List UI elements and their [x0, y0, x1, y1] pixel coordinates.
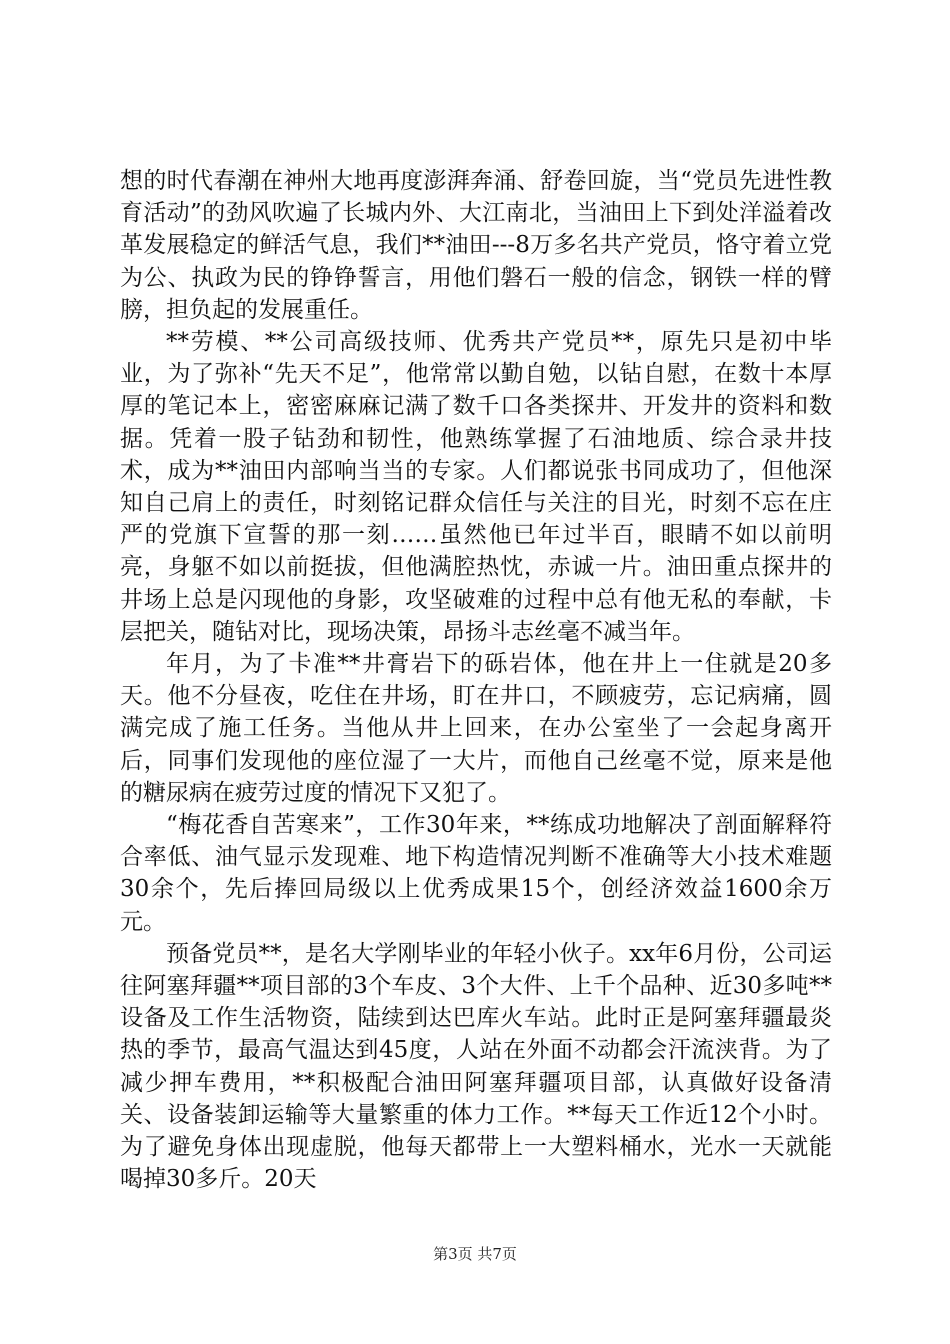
- paragraph-3: 年月，为了卡准**井膏岩下的砾岩体，他在井上一住就是20多天。他不分昼夜，吃住在井场，盯在井口，不顾疲劳，忘记病痛，圆满完成了施工任务。当他从井上回来，在办公室坐了一会起身离开后，同事们发现他的座位湿了一大片，而他自己丝毫不觉，原来是他的糖尿病在疲劳过度的情况下又犯了。: [120, 651, 832, 806]
- paragraph-4: “梅花香自苦寒来”，工作30年来，**练成功地解决了剖面解释符合率低、油气显示发现难、地下构造情况判断不准确等大小技术难题30余个，先后捧回局级以上优秀成果15个，创经济效益1600余万元。: [120, 812, 832, 935]
- paragraph-5: 预备党员**，是名大学刚毕业的年轻小伙子。xx年6月份，公司运往阿塞拜疆**项目部的3个车皮、3个大件、上千个品种、近30多吨**设备及工作生活物资，陆续到达巴库火车站。此时正是阿塞拜疆最炎热的季节，最高气温达到45度，人站在外面不动都会汗流浃背。为了减少押车费用，**积极配合油田阿塞拜疆项目部，认真做好设备清关、设备装卸运输等大量繁重的体力工作。**每天工作近12个小时。为了避免身体出现虚脱，他每天都带上一大塑料桶水，光水一天就能喝掉30多斤。20天: [120, 940, 832, 1193]
- document-body: [120, 165, 832, 1196]
- paragraph-2: **劳模、**公司高级技师、优秀共产党员**，原先只是初中毕业，为了弥补“先天不足”，他常常以勤自勉，以钻自慰，在数十本厚厚的笔记本上，密密麻麻记满了数千口各类探井、开发井的资料和数据。凭着一股子钻劲和韧性，他熟练掌握了石油地质、综合录井技术，成为**油田内部响当当的专家。人们都说张书同成功了，但他深知自己肩上的责任，时刻铭记群众信任与关注的目光，时刻不忘在庄严的党旗下宣誓的那一刻……虽然他已年过半百，眼睛不如以前明亮，身躯不如以前挺拔，但他满腔热忱，赤诚一片。油田重点探井的井场上总是闪现他的身影，攻坚破难的过程中总有他无私的奉献，卡层把关，随钻对比，现场决策，昂扬斗志丝毫不减当年。: [120, 329, 832, 645]
- page-number-footer: 第3页 共7页: [433, 1245, 517, 1263]
- paragraph-1: 想的时代春潮在神州大地再度澎湃奔涌、舒卷回旋，当“党员先进性教育活动”的劲风吹遍了长城内外、大江南北，当油田上下到处洋溢着改革发展稳定的鲜活气息，我们**油田---8万多名共产党员，恪守着立党为公、执政为民的铮铮誓言，用他们磐石一般的信念，钢铁一样的臂膀，担负起的发展重任。: [120, 168, 832, 323]
